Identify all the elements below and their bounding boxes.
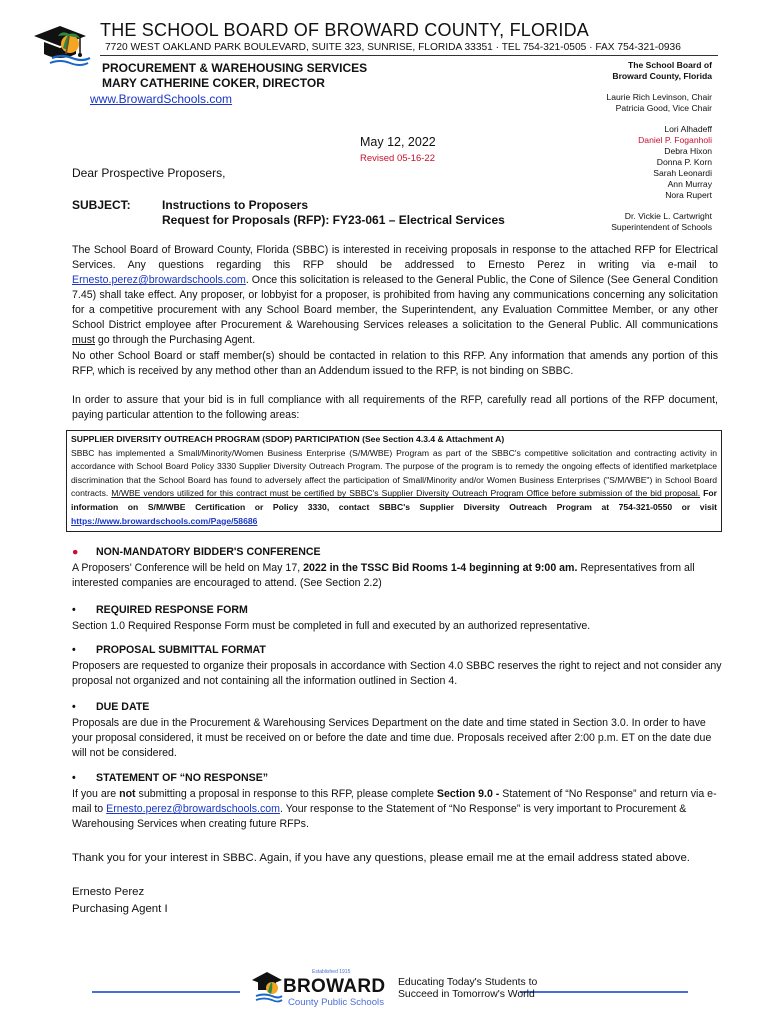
subject-label: SUBJECT: xyxy=(72,198,131,212)
bullet-icon: • xyxy=(72,644,76,656)
footer-established: Established 1915 xyxy=(312,969,351,975)
board-name-line1: The School Board of xyxy=(627,60,712,70)
letterhead-divider xyxy=(100,55,718,56)
department-block xyxy=(102,61,367,91)
no-response-email-link[interactable]: Ernesto.perez@browardschools.com xyxy=(106,803,281,815)
no-response-section: Section 9.0 - xyxy=(436,788,500,800)
footer-divider-left xyxy=(92,991,240,993)
sdop-box xyxy=(66,430,722,532)
signer-title: Purchasing Agent I xyxy=(72,903,168,915)
board-member: Nora Rupert xyxy=(665,190,712,200)
intro-text: . Once this solicitation is released to the General Public, the Cone of Silence (See General Condition 7.45) shall take effect. Any proposer, or lobbyist for a proposer, is prohibited from having any communications concerning any solicitation for a competitive procurement with any School Board member, the Superintendent, any Evaluation Committee Member, or any other School District employee after Procurement & Warehousing Services releases a solicitation to the General Public. All communications xyxy=(72,274,718,331)
board-member: Daniel P. Foganholi xyxy=(638,135,712,145)
no-response-heading: STATEMENT OF “NO RESPONSE” xyxy=(96,772,269,784)
board-chair: Laurie Rich Levinson, Chair xyxy=(606,92,712,102)
compliance-paragraph: In order to assure that your bid is in full compliance with all requirements of the RFP, carefully read all portions of the RFP document, paying particular attention to the following areas: xyxy=(72,394,718,421)
emphasis-must: must xyxy=(72,334,95,346)
board-member: Debra Hixon xyxy=(664,146,712,156)
board-member: Ann Murray xyxy=(667,179,712,189)
sdop-contact-info: For information on S/M/WBE Certification or Policy 3330, contact SBBC's Supplier Diversity Outreach Program at 754-321-0550 or visit xyxy=(71,488,717,512)
revised-date: Revised 05-16-22 xyxy=(360,153,435,164)
superintendent-name: Dr. Vickie L. Cartwright xyxy=(624,211,712,221)
signer-name: Ernesto Perez xyxy=(72,886,145,898)
intro-paragraph xyxy=(72,243,718,348)
section-heading xyxy=(72,546,321,558)
conference-text-part: A Proposers' Conference will be held on May 17, xyxy=(72,562,304,574)
closing-thanks: Thank you for your interest in SBBC. Again, if you have any questions, please email me at the email address stated above. xyxy=(72,852,690,864)
sdop-body xyxy=(71,447,717,529)
superintendent-title: Superintendent of Schools xyxy=(611,222,712,232)
signature-block xyxy=(72,884,168,918)
section-heading xyxy=(72,644,266,656)
sdop-url-link[interactable]: https://www.browardschools.com/Page/58686 xyxy=(71,515,258,526)
board-member: Sarah Leonardi xyxy=(653,168,712,178)
submittal-heading: PROPOSAL SUBMITTAL FORMAT xyxy=(96,644,266,656)
no-response-part: If you are xyxy=(72,788,120,800)
department-name: PROCUREMENT & WAREHOUSING SERVICES xyxy=(102,61,368,75)
letterhead-address: 7720 WEST OAKLAND PARK BOULEVARD, SUITE 323, SUNRISE, FLORIDA 33351 · TEL 754-321-0505 · FAX 754-321-0936 xyxy=(105,42,681,53)
conference-text-part: Representatives from all interested companies are encouraged to attend. (See Section 2.2) xyxy=(72,562,695,589)
no-response-part: . Your response to the Statement of “No Response” is very important to Procurement & Warehousing Services when creating future RFPs. xyxy=(72,803,687,830)
director-name: MARY CATHERINE COKER, DIRECTOR xyxy=(102,76,325,90)
bullet-icon: • xyxy=(72,701,76,713)
no-response-part: Statement of “No Response” and return via e-mail to xyxy=(72,788,717,815)
board-name-line2: Broward County, Florida xyxy=(612,71,712,81)
no-response-not: not xyxy=(119,788,136,800)
board-members-panel xyxy=(492,60,712,233)
subject-line-1: Instructions to Proposers xyxy=(162,198,309,212)
section-heading xyxy=(72,604,248,616)
response-form-text: Section 1.0 Required Response Form must be completed in full and executed by an authorized representative. xyxy=(72,620,591,632)
due-date-text: Proposals are due in the Procurement & Warehousing Services Department on the date and time stated in Section 3.0. In order to have your proposal considered, it must be received on or before the date and time due. Proposals received after 2:00 p.m. ET on the date due will not be considered. xyxy=(72,717,712,759)
submittal-text: Proposers are requested to organize their proposals in accordance with Section 4.0 SBBC reserves the right to reject and not consider any proposal not organized and not containing all the information outlined in Section 4. xyxy=(72,660,722,687)
conference-date-bold: 2022 in the TSSC Bid Rooms 1-4 beginning at 9:00 am. xyxy=(303,562,578,574)
school-board-logo-icon xyxy=(30,14,94,76)
no-response-part: submitting a proposal in response to this RFP, please complete xyxy=(135,788,437,800)
section-heading xyxy=(72,701,149,713)
response-form-heading: REQUIRED RESPONSE FORM xyxy=(96,604,248,616)
footer-tagline-line1: Educating Today's Students to xyxy=(398,977,538,988)
contact-email-link[interactable]: Ernesto.perez@browardschools.com xyxy=(72,274,246,286)
intro-text: go through the Purchasing Agent. xyxy=(94,334,256,346)
footer-tagline-line2: Succeed in Tomorrow's World xyxy=(398,989,535,1000)
bullet-icon: • xyxy=(72,772,76,784)
letter-date: May 12, 2022 xyxy=(360,135,436,149)
sdop-text: SBBC has implemented a Small/Minority/Women Business Enterprise (S/M/WBE) Program as part of the SBBC's competitive solicitation and contracting activity in accordance with School Board Policy 3330 Supplier Diversity Outreach Program. The purpose of the program is to remedy the ongoing effects of identified marketplace discrimination that the School Board has found to adversely affect the participation of Small/Minority and/or Women Business Enterprises ("S/M/WBE") in School Board contracts. xyxy=(71,447,717,499)
sdop-title: SUPPLIER DIVERSITY OUTREACH PROGRAM (SDOP) PARTICIPATION (See Section 4.3.4 & Attachment A) xyxy=(71,434,505,444)
intro-text: The School Board of Broward County, Florida (SBBC) is interested in receiving proposals in response to the attached RFP for Electrical Services. Any questions regarding this RFP should be addressed to Ernesto Perez in writing via e-mail to xyxy=(72,244,718,271)
due-date-heading: DUE DATE xyxy=(96,701,150,713)
letterhead-title: THE SCHOOL BOARD OF BROWARD COUNTY, FLORIDA xyxy=(100,20,589,40)
bullet-icon: ● xyxy=(72,546,79,558)
website-link[interactable]: www.BrowardSchools.com xyxy=(90,92,233,106)
board-member: Lori Alhadeff xyxy=(664,124,712,134)
subject-line-2: Request for Proposals (RFP): FY23-061 – Electrical Services xyxy=(162,213,505,227)
conference-heading: NON-MANDATORY BIDDER'S CONFERENCE xyxy=(96,546,321,558)
footer-wordmark: BROWARD xyxy=(283,976,386,997)
footer-subtitle: County Public Schools xyxy=(288,997,384,1008)
footer-tagline xyxy=(398,977,537,1001)
conference-text xyxy=(72,561,722,591)
board-member: Donna P. Korn xyxy=(656,157,712,167)
section-heading xyxy=(72,772,268,784)
broward-schoolhouse-icon xyxy=(250,968,284,1004)
board-vice-chair: Patricia Good, Vice Chair xyxy=(615,103,712,113)
footer-divider-right xyxy=(520,991,688,993)
bullet-icon: • xyxy=(72,604,76,616)
no-response-text xyxy=(72,787,722,832)
sdop-certification-note: M/WBE vendors utilized for this contract must be certified by SBBC's Supplier Diversity Outreach Program Office before submission of the bid proposal. xyxy=(111,488,701,499)
subject-text xyxy=(162,198,505,228)
salutation: Dear Prospective Proposers, xyxy=(72,166,226,180)
contact-restriction-paragraph: No other School Board or staff member(s) should be contacted in relation to this RFP. Any information that amends any portion of this RFP, which is received by any method other than an Addendum issued to the RFP, is not binding on SBBC. xyxy=(72,350,718,377)
